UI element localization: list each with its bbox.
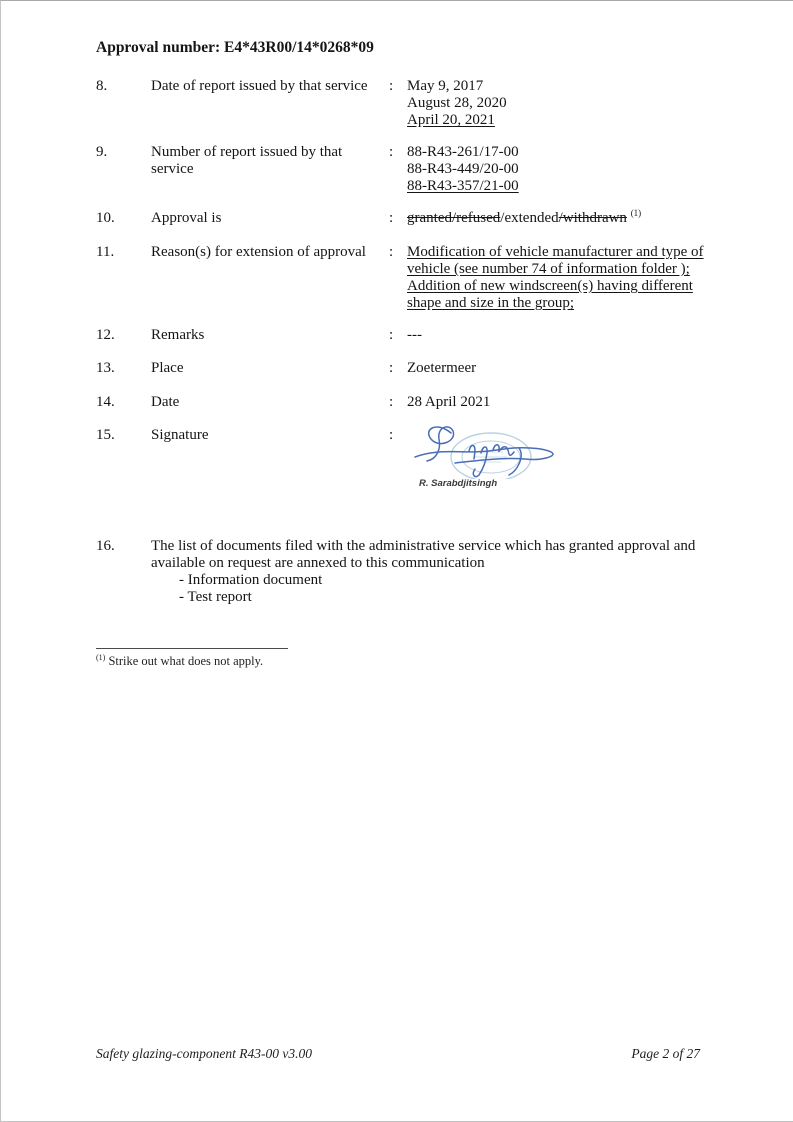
signature-block <box>413 417 573 492</box>
item-label: Place <box>151 360 184 376</box>
item-13-place <box>96 360 700 377</box>
footnote-text <box>96 653 700 670</box>
item-value <box>389 394 700 411</box>
value-lines <box>407 244 704 312</box>
footnote-body: Strike out what does not apply. <box>105 654 264 668</box>
paragraph-line: available on request are annexed to this communication <box>151 555 485 571</box>
item-label: Remarks <box>151 327 205 343</box>
item-number: 9. <box>96 144 108 160</box>
item-number: 14. <box>96 394 115 410</box>
signature-ink <box>415 427 553 477</box>
colon: : <box>389 144 394 160</box>
value-line: 88-R43-261/17-00 <box>407 144 519 160</box>
colon: : <box>389 210 394 226</box>
item-number: 16. <box>96 538 115 554</box>
item-9-number-of-report <box>96 144 700 195</box>
item-14-date <box>96 394 700 411</box>
value-line: May 9, 2017 <box>407 78 484 94</box>
footnote-marker: (1) <box>96 652 106 662</box>
item-value <box>389 427 700 492</box>
item-value <box>389 244 704 312</box>
colon: : <box>389 427 394 443</box>
footnote-block <box>96 648 700 670</box>
value-line: August 28, 2020 <box>407 95 507 111</box>
colon: : <box>389 360 394 376</box>
item-value <box>389 78 700 129</box>
item-12-remarks <box>96 327 700 344</box>
value-line: 28 April 2021 <box>407 394 491 410</box>
colon: : <box>389 244 394 260</box>
value-lines <box>407 327 422 344</box>
item-11-reasons-for-extension <box>96 244 704 312</box>
value-line-underlined: shape and size in the group; <box>407 295 575 311</box>
item-number: 10. <box>96 210 115 226</box>
value-line-underlined: Addition of new windscreen(s) having different <box>407 278 693 294</box>
option-withdrawn-struck: /withdrawn <box>558 210 627 226</box>
footnote-divider <box>96 648 288 649</box>
item-value <box>389 144 700 195</box>
item-label: Date of report issued by that service <box>151 78 368 94</box>
approval-options-line <box>407 210 641 227</box>
signature-image <box>413 417 563 479</box>
item-label: Date <box>151 394 180 410</box>
value-lines <box>407 360 476 377</box>
value-line-underlined: vehicle (see number 74 of information folder ); <box>407 261 690 277</box>
item-value <box>389 210 700 227</box>
approval-number-heading: Approval number: E4*43R00/14*0268*09 <box>96 39 374 56</box>
item-16-list-of-documents <box>96 538 700 606</box>
signer-name: R. Sarabdjitsingh <box>419 478 498 489</box>
item-16-paragraph <box>151 538 700 606</box>
item-15-signature <box>96 427 700 492</box>
value-line-underlined: April 20, 2021 <box>407 112 495 128</box>
option-granted-refused-struck: granted/refused <box>407 210 501 226</box>
value-lines <box>407 394 490 411</box>
item-number: 8. <box>96 78 108 94</box>
value-line: 88-R43-449/20-00 <box>407 161 519 177</box>
item-label: Signature <box>151 427 209 443</box>
value-lines <box>407 144 519 195</box>
value-line: Zoetermeer <box>407 360 477 376</box>
paragraph-line: The list of documents filed with the administrative service which has granted approval and <box>151 538 696 554</box>
footer-page-number: Page 2 of 27 <box>631 1046 700 1061</box>
item-8-date-of-report <box>96 78 700 129</box>
item-label: Number of report issued by that service <box>151 144 343 177</box>
value-line: --- <box>407 327 422 343</box>
footer-document-title: Safety glazing-component R43-00 v3.00 <box>96 1046 312 1061</box>
colon: : <box>389 394 394 410</box>
value-lines <box>407 78 507 129</box>
annex-item: - Test report <box>179 589 252 605</box>
annex-list <box>151 572 700 606</box>
item-value <box>389 327 700 344</box>
value-lines <box>407 210 641 227</box>
item-number: 12. <box>96 327 115 343</box>
item-label: Reason(s) for extension of approval <box>151 244 366 260</box>
footnote-reference: (1) <box>630 208 642 218</box>
colon: : <box>389 78 394 94</box>
page-footer <box>1 1045 793 1062</box>
value-line-underlined: 88-R43-357/21-00 <box>407 178 519 194</box>
option-extended: /extended <box>500 210 559 226</box>
item-number: 15. <box>96 427 115 443</box>
value-line-underlined: Modification of vehicle manufacturer and type of <box>407 244 704 260</box>
stamp-icon <box>451 433 531 479</box>
page-content <box>1 1 793 670</box>
item-label: Approval is <box>151 210 222 226</box>
annex-item: - Information document <box>179 572 323 588</box>
colon: : <box>389 327 394 343</box>
item-number: 13. <box>96 360 115 376</box>
item-number: 11. <box>96 244 115 260</box>
item-value <box>389 360 700 377</box>
item-10-approval-is <box>96 210 700 227</box>
